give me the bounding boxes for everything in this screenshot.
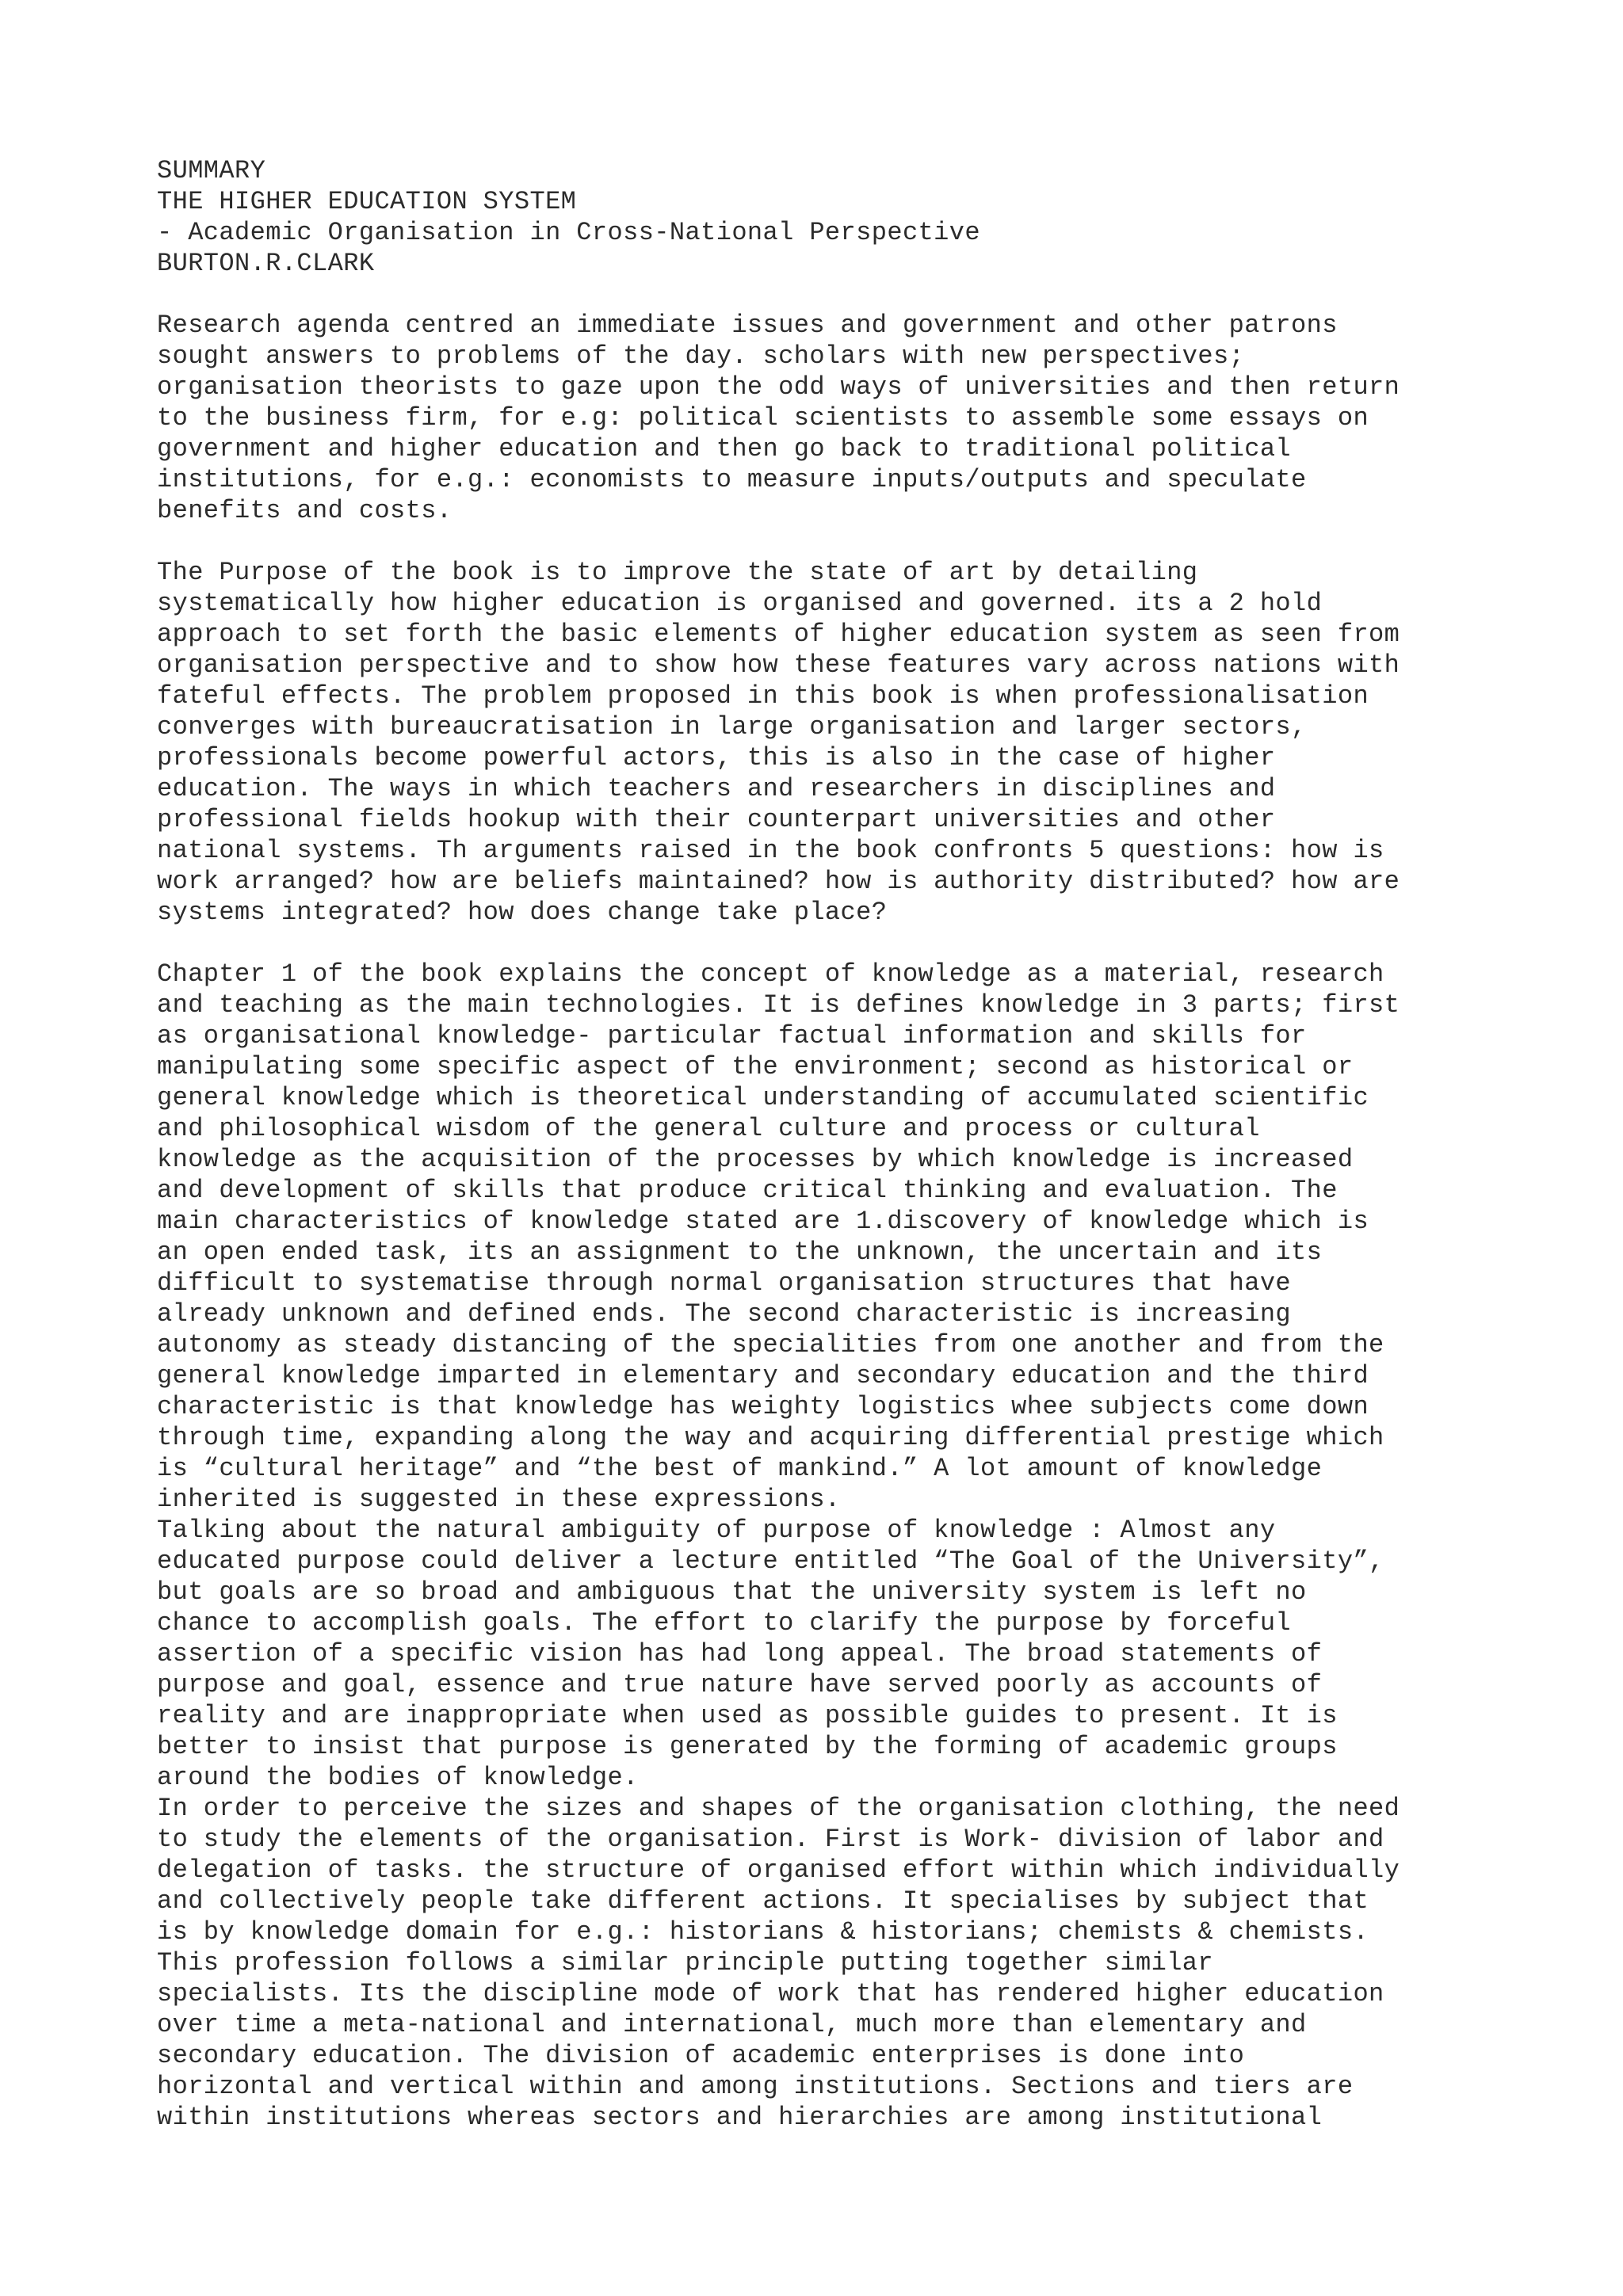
text-line: systematically how higher education is organised and governed. its a 2 hold — [157, 589, 1323, 618]
text-line: better to insist that purpose is generated by the forming of academic groups — [157, 1732, 1338, 1761]
text-line: secondary education. The division of academic enterprises is done into — [157, 2041, 1245, 2070]
text-line: professionals become powerful actors, this is also in the case of higher — [157, 743, 1276, 772]
text-line: Chapter 1 of the book explains the concept of knowledge as a material, research — [157, 959, 1384, 989]
summary-label: SUMMARY — [157, 156, 266, 185]
text-line: and philosophical wisdom of the general culture and process or cultural — [157, 1114, 1260, 1143]
text-line: education. The ways in which teachers and researchers in disciplines and — [157, 774, 1276, 803]
text-line: but goals are so broad and ambiguous that the university system is left no — [157, 1577, 1307, 1607]
text-line: already unknown and defined ends. The second characteristic is increasing — [157, 1299, 1292, 1329]
text-line: horizontal and vertical within and among institutions. Sections and tiers are — [157, 2072, 1354, 2101]
text-line: is by knowledge domain for e.g.: historians & historians; chemists & chemists. — [157, 1917, 1369, 1947]
book-author: BURTON.R.CLARK — [157, 249, 375, 278]
text-line: as organisational knowledge- particular factual information and skills for — [157, 1021, 1307, 1051]
book-subtitle: - Academic Organisation in Cross-National Perspective — [157, 218, 980, 247]
text-line: general knowledge imparted in elementary and secondary education and the third — [157, 1361, 1369, 1390]
text-line: an open ended task, its an assignment to the unknown, the uncertain and its — [157, 1238, 1323, 1267]
text-line: and teaching as the main technologies. It is defines knowledge in 3 parts; first — [157, 990, 1400, 1020]
text-line: around the bodies of knowledge. — [157, 1763, 639, 1792]
text-line: over time a meta-national and international, much more than elementary and — [157, 2010, 1307, 2039]
text-line: approach to set forth the basic elements of higher education system as seen from — [157, 620, 1400, 649]
text-line: In order to perceive the sizes and shapes of the organisation clothing, the need — [157, 1794, 1400, 1823]
paragraph-gap — [157, 526, 1504, 557]
text-line: educated purpose could deliver a lecture entitled “The Goal of the University”, — [157, 1547, 1384, 1576]
text-line: sought answers to problems of the day. scholars with new perspectives; — [157, 341, 1245, 371]
text-line: assertion of a specific vision has had long appeal. The broad statements of — [157, 1639, 1323, 1669]
document-header — [157, 155, 1504, 279]
paragraph-gap — [157, 928, 1504, 959]
text-line: is “cultural heritage” and “the best of mankind.” A lot amount of knowledge — [157, 1454, 1323, 1483]
text-line: systems integrated? how does change take place? — [157, 898, 888, 927]
text-line: Research agenda centred an immediate issues and government and other patrons — [157, 311, 1338, 340]
paragraph — [157, 959, 1504, 2133]
text-line: reality and are inappropriate when used as possible guides to present. It is — [157, 1701, 1338, 1730]
text-line: converges with bureaucratisation in large organisation and larger sectors, — [157, 712, 1307, 742]
text-line: to study the elements of the organisation. First is Work- division of labor and — [157, 1825, 1384, 1854]
text-line: main characteristics of knowledge stated are 1.discovery of knowledge which is — [157, 1207, 1369, 1236]
text-line: inherited is suggested in these expressions. — [157, 1485, 841, 1514]
book-title: THE HIGHER EDUCATION SYSTEM — [157, 187, 577, 216]
text-line: organisation theorists to gaze upon the odd ways of universities and then return — [157, 372, 1400, 402]
text-line: fateful effects. The problem proposed in this book is when professionalisation — [157, 681, 1369, 711]
text-line: professional fields hookup with their counterpart universities and other — [157, 805, 1276, 834]
text-line: purpose and goal, essence and true nature have served poorly as accounts of — [157, 1670, 1323, 1699]
text-line: autonomy as steady distancing of the specialities from one another and from the — [157, 1330, 1384, 1360]
text-line: and development of skills that produce critical thinking and evaluation. The — [157, 1176, 1338, 1205]
text-line: and collectively people take different actions. It specialises by subject that — [157, 1886, 1369, 1916]
document-body — [157, 310, 1504, 2133]
text-line: difficult to systematise through normal organisation structures that have — [157, 1268, 1292, 1298]
paragraph — [157, 557, 1504, 928]
text-line: general knowledge which is theoretical understanding of accumulated scientific — [157, 1083, 1369, 1112]
text-line: organisation perspective and to show how these features vary across nations with — [157, 650, 1400, 680]
text-line: specialists. Its the discipline mode of work that has rendered higher education — [157, 1979, 1384, 2008]
text-line: delegation of tasks. the structure of organised effort within which individually — [157, 1855, 1400, 1885]
text-line: institutions, for e.g.: economists to measure inputs/outputs and speculate — [157, 465, 1307, 494]
text-line: benefits and costs. — [157, 496, 453, 525]
text-line: characteristic is that knowledge has weighty logistics whee subjects come down — [157, 1392, 1369, 1421]
text-line: This profession follows a similar principle putting together similar — [157, 1948, 1214, 1978]
text-line: The Purpose of the book is to improve the state of art by detailing — [157, 558, 1198, 587]
text-line: to the business firm, for e.g: political scientists to assemble some essays on — [157, 403, 1369, 433]
text-line: chance to accomplish goals. The effort to clarify the purpose by forceful — [157, 1608, 1292, 1638]
paragraph — [157, 310, 1504, 526]
text-line: manipulating some specific aspect of the environment; second as historical or — [157, 1052, 1354, 1081]
text-line: Talking about the natural ambiguity of purpose of knowledge : Almost any — [157, 1516, 1276, 1545]
document-page — [157, 155, 1504, 2133]
text-line: within institutions whereas sectors and hierarchies are among institutional — [157, 2103, 1323, 2132]
paragraph-gap — [157, 279, 1504, 310]
text-line: work arranged? how are beliefs maintained? how is authority distributed? how are — [157, 867, 1400, 896]
text-line: national systems. Th arguments raised in the book confronts 5 questions: how is — [157, 836, 1384, 865]
text-line: through time, expanding along the way and acquiring differential prestige which — [157, 1423, 1384, 1452]
text-line: knowledge as the acquisition of the processes by which knowledge is increased — [157, 1145, 1354, 1174]
text-line: government and higher education and then go back to traditional political — [157, 434, 1292, 463]
